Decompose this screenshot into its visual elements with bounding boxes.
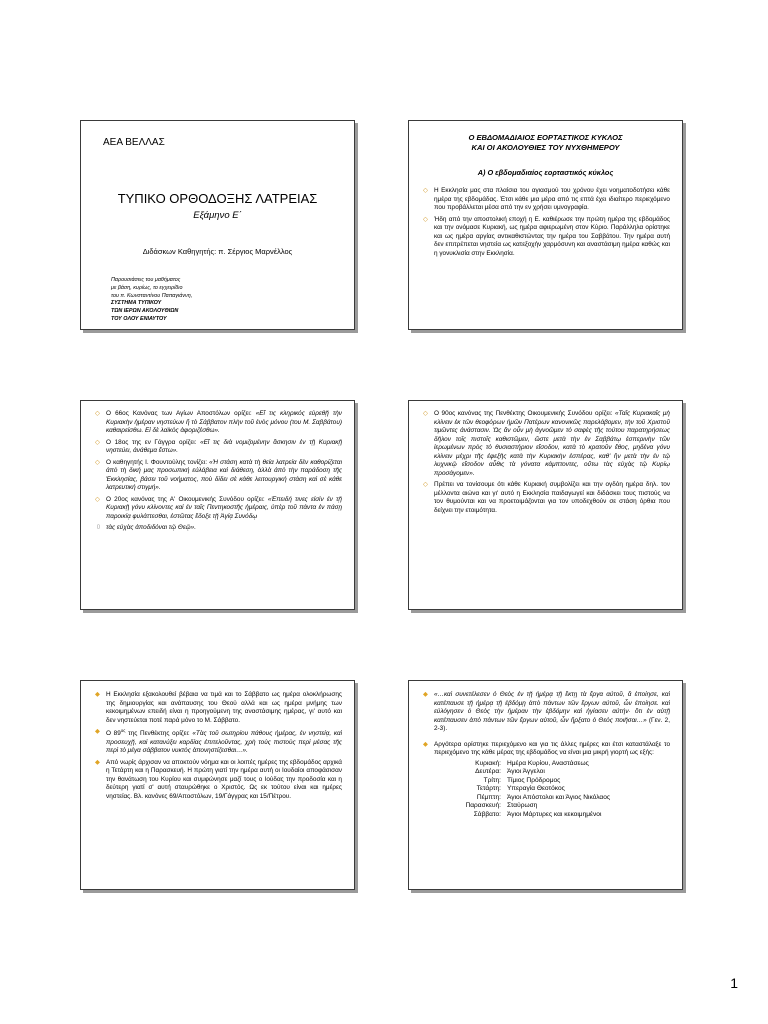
table-row xyxy=(449,777,610,786)
bullet-icon: ◇ xyxy=(423,410,428,417)
feast-cell: Σταύρωση xyxy=(507,802,538,810)
feast-cell: Άγιοι Μάρτυρες και κεκοιμημένοι xyxy=(507,810,602,818)
heading-line: Ο ΕΒΔΟΜΑΔΙΑΙΟΣ ΕΟΡΤΑΣΤΙΚΟΣ ΚΥΚΛΟΣ xyxy=(468,133,623,142)
bullet-icon: ◆ xyxy=(95,758,100,766)
paragraph: Αργότερα ορίστηκε περιεχόμενο και για τις άλλες ημέρες και έτσι καταστάλαξε το περιεχόμενο της κάθε μέρας της εβδομάδος να είναι μια μικρή γιορτή ως εξής: xyxy=(434,740,670,757)
feast-cell: Τίμιος Πρόδρομος xyxy=(507,776,561,784)
paragraph: Από νωρίς άρχισαν να αποκτούν νόημα και οι λοιπές ημέρες της εβδομάδος αρχικά η Τετάρτη και η Παρασκευή. Η πρώτη γιατί την ημέρα αυτή οι Ιουδαίοι αποφάσισαν την θανάτωση του Κυρίου και συμφώνησε μαζί τους ο Ιούδας την προδοσία και η δεύτερη γιατί σ' αυτή σταυρώθηκε ο Χριστός. Ως εκ τούτου είναι και ημέρες νηστείας. Βλ. κανόνες 69/Αποστόλων, 19/Γάγγρας και 15/Πέτρου. xyxy=(106,758,342,800)
quote-lead: Ο καθηγητής Ι. Φουντούλης τονίζει: xyxy=(106,458,208,466)
list-item-continuation xyxy=(95,524,342,533)
slide-1 xyxy=(80,120,355,330)
bullet-icon: ◇ xyxy=(423,481,428,489)
ordinal-suffix: ος xyxy=(120,728,126,734)
slide-body xyxy=(423,410,670,518)
bullet-icon: ◇ xyxy=(423,215,428,223)
note-line: του π. Κωνσταντίνου Παπαγιάννη, xyxy=(111,292,193,299)
slide-4 xyxy=(408,400,683,610)
source-notes xyxy=(111,277,192,324)
table-row xyxy=(449,785,610,794)
list-item xyxy=(95,691,342,725)
canon-lead-rest: της Πενθέκτης ορίζει: xyxy=(125,730,190,738)
list-item xyxy=(423,410,670,478)
note-line: με βάση, κυρίως, το εγχειρίδιο xyxy=(111,284,183,291)
canon-quote: «Τὰς τοῦ σωτηρίου πάθους ἡμέρας, ἐν νηστείᾳ, καὶ προσευχῇ, καὶ κατανύξει καρδίας ἐπιτελοῦντας, χρὴ τοὺς πιστοὺς περὶ μέσας τῆς περὶ τὸ μέγα σάββατον νυκτὸς ἀπονηστίζεσθαι…». xyxy=(106,730,343,755)
bullet-icon: ◆ xyxy=(95,728,100,736)
slide-6 xyxy=(408,680,683,890)
canon-lead: Ο 90ος κανόνας της Πενθέκτης Οικουμενικής Συνόδου ορίζει: xyxy=(434,410,613,417)
list-item xyxy=(423,187,670,213)
slide-body xyxy=(95,691,342,804)
slide-subheading: Α) Ο εβδομαδιαίος εορταστικός κύκλος xyxy=(477,168,614,177)
table-row xyxy=(449,811,610,820)
paragraph: Πρέπει να τονίσουμε ότι κάθε Κυριακή συμβολίζει και την ογδόη ημέρα δηλ. τον μέλλοντα αιώνα και γι' αυτό η Εκκλησία παιδαγωγεί και διδάσκει τους πιστούς να τον θυμούνται και να προετοιμάζονται για τον υποδεχθούν σε στάση όρθια που δείχνει την ετοιμότητα. xyxy=(434,481,670,514)
bullet-icon: ◇ xyxy=(95,438,100,446)
paragraph: Η Εκκλησία εξακολουθεί βέβαια να τιμά και το Σάββατο ως ημέρα ολοκλήρωσης της δημιουργίας και ανάπαυσης του Θεού αλλά και ως ημέρα μνήμης των κεκοιμημένων επειδή είναι η προηγούμενη της αναστάσιμης ημέρας, γι' αυτό και δεν νηστεύεται ποτέ παρά μόνο το Μ. Σάββατο. xyxy=(106,691,342,724)
semester: Εξάμηνο Ε΄ xyxy=(193,210,242,221)
table-row xyxy=(449,768,610,777)
bullet-icon: ◆ xyxy=(423,740,428,748)
feast-cell: Ημέρα Κυρίου, Αναστάσεως xyxy=(507,759,589,767)
list-item xyxy=(95,439,342,456)
heading-line: ΚΑΙ ΟΙ ΑΚΟΛΟΥΘΙΕΣ ΤΟΥ ΝΥΧΘΗΜΕΡΟΥ xyxy=(471,143,620,153)
paragraph: Ήδη από την αποστολική εποχή η Ε. καθιέρωσε την πρώτη ημέρα της εβδομάδος και την ονόμασε Κυριακή, ως ημέρα αφιερωμένη στον Κύριο. Παράλληλα ορίστηκε και ως ημέρα αργίας αντικαθιστώντας την ημέρα του Σαββάτου. Την ημέρα αυτή δεν επιτρέπεται νηστεία ως κατεξοχήν χαρμόσυνη και αναστάσιμη ημέρα καθώς και η γονυκλισία στην Εκκλησία. xyxy=(434,215,670,257)
bullet-icon: ◆ xyxy=(423,691,428,698)
scripture-reference: (Γεν. 2, 2-3). xyxy=(434,716,670,733)
feast-cell: Άγιοι Άγγελοι xyxy=(507,768,545,776)
canon-lead: Ο 89 xyxy=(106,730,121,738)
canon-lead: Ο 18ος της εν Γάγγρα ορίζει: xyxy=(106,438,197,446)
list-item xyxy=(95,728,342,756)
quote-text: «Ἡ στάση κατὰ τὴ θεία λατρεία δὲν καθορίζεται ἀπὸ τὴ δική μας προσωπική εὐλάβεια καὶ διάθεση, ἀλλὰ ἀπὸ τὴν παράδοση τῆς Ἐκκλησίας, βάσει τοῦ νοήματος, ποὺ δίδει σὲ κάθε λειτουργική στάση καὶ σὲ κάθε λατρευτική στιγμή». xyxy=(106,458,342,492)
day-cell: Παρασκευή: xyxy=(465,802,501,810)
teacher-line: Διδάσκων Καθηγητής: π. Σέργιος Μαρνέλλος xyxy=(142,247,293,256)
canon-quote-tail: τὰς εὐχὰς ἀποδιδόναι τῷ Θεῷ». xyxy=(106,524,196,532)
weekday-table xyxy=(449,760,610,820)
list-item xyxy=(95,410,342,436)
day-cell: Σάββατο: xyxy=(473,810,501,818)
book-title-line: ΣΥΣΤΗΜΑ ΤΥΠΙΚΟΥ xyxy=(111,300,162,307)
table-row xyxy=(449,802,610,811)
bullet-icon: ◇ xyxy=(95,495,100,503)
book-title-line: ΤΟΥ ΟΛΟΥ ΕΝΙΑΥΤΟΥ xyxy=(111,316,167,323)
book-title-line: ΤΩΝ ΙΕΡΩΝ ΑΚΟΛΟΥΘΙΩΝ xyxy=(111,308,179,315)
list-item xyxy=(95,459,342,493)
canon-lead: Ο 66ος Κανόνας των Αγίων Αποστόλων ορίζει: xyxy=(106,410,252,417)
day-cell: Δευτέρα: xyxy=(475,768,501,776)
canon-quote: «Ταῖς Κυριακαῖς μὴ κλίνειν ἐκ τῶν θεοφόρων ἡμῶν Πατέρων κανονικῶς παρελάβομεν, τὴν τοῦ Χριστοῦ τιμῶντες ἀνάστασιν. Ὡς ἂν οὖν μὴ ἀγνοῶμεν τὸ σαφὲς τῆς τούτου παρατηρήσεως δῆλον τοῖς πιστοῖς καθιστῶμεν, ὥστε μετὰ τὴν ἐν Σαββάτῳ ἑσπερινὴν τῶν ἱερωμένων πρὸς τὸ θυσιαστήριον εἴσοδον, κατὰ τὸ κρατοῦν ἔθος, μηδένα γόνυ κλίνειν μέχρι τῆς ἐφεξῆς κατὰ τὴν Κυριακὴν ἑσπέρας, καθ' ἣν μετὰ τὴν ἐν τῷ λυχνικῷ εἴσοδον αὖθις τὰ γόνατα κάμπτοντες, οὕτω τὰς εὐχὰς τῷ Κυρίῳ προσάγομεν». xyxy=(434,410,670,477)
canon-lead: Ο 20ος κανόνας της Α' Οικουμενικής Συνόδου ορίζει: xyxy=(106,495,265,503)
slide-body xyxy=(95,410,342,533)
slide-heading xyxy=(409,133,682,154)
bullet-icon: ◆ xyxy=(95,691,100,698)
canon-quote: «Εἴ τις κληρικός εὑρεθῇ τὴν Κυριακὴν ἡμέραν νηστεύων ἤ τὸ Σάββατον πλὴν τοῦ ἑνὸς μόνου (του Μ. Σαββάτου) καθαιρείσθω. Εἰ δὲ λαϊκὸς ἀφοριζέσθω». xyxy=(106,410,342,435)
day-cell: Κυριακή: xyxy=(475,759,501,767)
scripture-quote: «…καὶ συνετέλεσεν ὁ Θεὸς ἐν τῇ ἡμέρᾳ τῇ ἕκτῃ τὰ ἔργα αὐτοῦ, ἃ ἐποίησε, καὶ κατέπαυσε τῇ ἡμέρᾳ τῇ ἑβδόμῃ ἀπὸ πάντων τῶν ἔργων αὐτοῦ, ὧν ἐποίησε. καὶ εὐλόγησεν ὁ Θεὸς τὴν ἡμέραν τὴν ἑβδόμην καὶ ἡγίασεν αὐτήν· ὅτι ἐν αὐτῇ κατέπαυσεν ἀπὸ πάντων τῶν ἔργων αὐτοῦ, ὧν ἤρξατο ὁ Θεὸς ποιῆσαι…» xyxy=(434,691,670,724)
bullet-icon: ◇ xyxy=(95,410,100,417)
school-name: ΑΕΑ ΒΕΛΛΑΣ xyxy=(103,137,165,148)
list-item xyxy=(423,741,670,758)
day-cell: Τετάρτη: xyxy=(476,785,501,793)
feast-cell: Άγιοι Απόστολοι και Άγιος Νικόλαος xyxy=(507,793,611,801)
note-line: Παρουσιάσεις του μαθήματος xyxy=(111,277,181,283)
slide-body xyxy=(423,187,670,261)
day-cell: Πέμπτη: xyxy=(476,793,501,801)
day-cell: Τρίτη: xyxy=(483,776,501,784)
slide-3 xyxy=(80,400,355,610)
feast-cell: Υπεραγία Θεοτόκος xyxy=(507,785,565,793)
bullet-icon: ◇ xyxy=(95,458,100,466)
missing-glyph-icon: ▯ xyxy=(97,524,100,531)
list-item xyxy=(95,759,342,802)
slide-5 xyxy=(80,680,355,890)
page-number: 1 xyxy=(730,975,738,991)
canon-quote: «Ἐπειδή τινες εἰσὶν ἐν τῇ Κυριακῇ γόνυ κλίνοντες καὶ ἐν ταῖς Πεντηκοστῆς ἡμέραις, ὑπὲρ τοῦ πάντα ἐν πάσῃ παροικίᾳ φυλάττεσθαι, ἑστῶτας ἔδοξε τῇ Ἁγίᾳ Συνόδῳ xyxy=(106,495,342,520)
list-item xyxy=(423,691,670,734)
slide-2 xyxy=(408,120,683,330)
canon-quote: «Εἴ τις διὰ νομιζομένην ἄσκησιν ἐν τῇ Κυριακῇ νηστεύει, ἀνάθεμα ἔστω». xyxy=(106,438,343,455)
list-item xyxy=(95,496,342,522)
bullet-icon: ◇ xyxy=(423,187,428,194)
course-title: ΤΥΠΙΚΟ ΟΡΘΟΔΟΞΗΣ ΛΑΤΡΕΙΑΣ xyxy=(117,191,318,206)
paragraph: Η Εκκλησία μας στα πλαίσια του αγιασμού του χρόνου έχει νοηματοδοτήσει κάθε ημέρα της εβδομάδας. Έτσι κάθε μια μέρα από τις επτά έχει ιδιαίτερο περιεχόμενο που προβάλλεται μέσα από την εν χρήσει υμνογραφία. xyxy=(434,187,670,212)
slide-body xyxy=(423,691,670,820)
table-row xyxy=(449,760,610,769)
list-item xyxy=(423,216,670,259)
list-item xyxy=(423,481,670,515)
